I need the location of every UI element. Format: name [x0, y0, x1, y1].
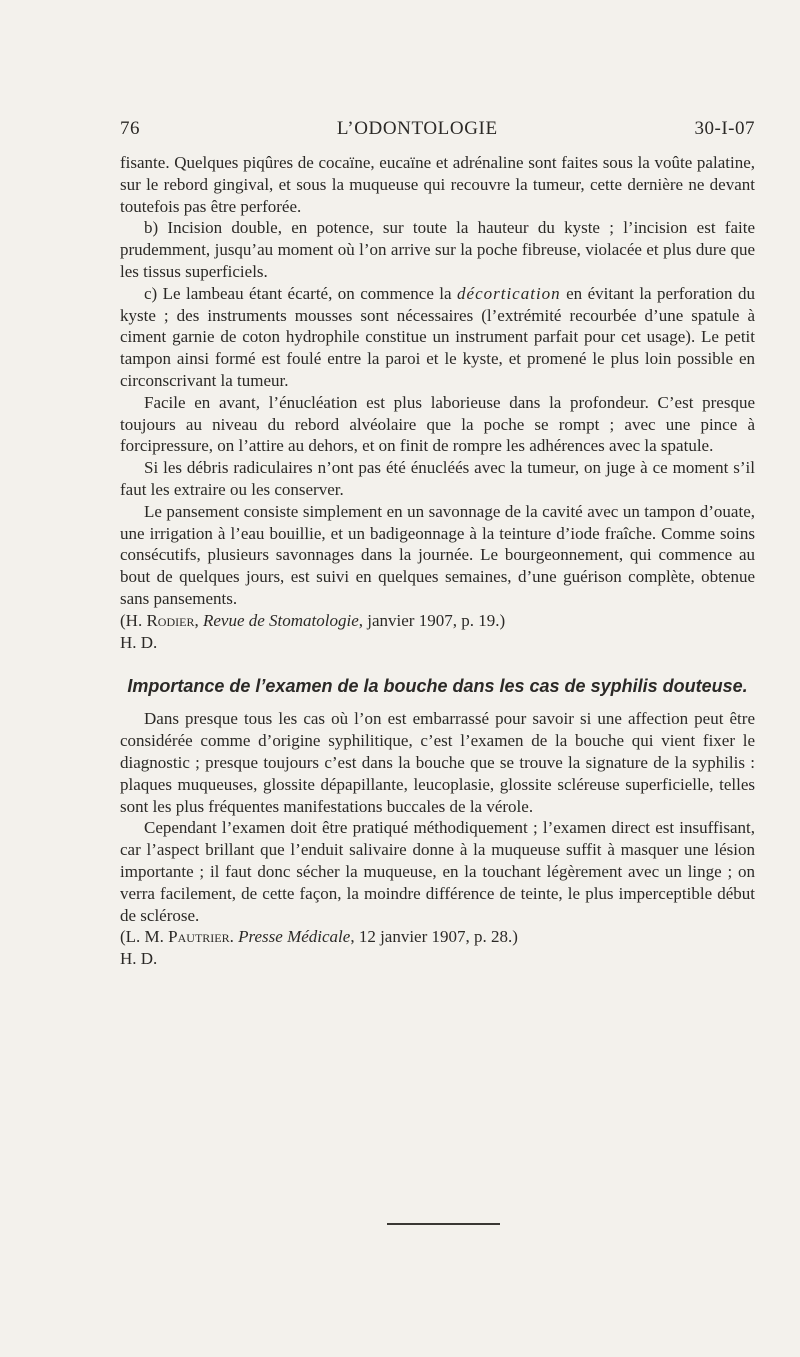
- citation-journal: Revue de Stomatologie: [202, 610, 359, 630]
- citation-journal: Presse Médicale: [238, 927, 351, 947]
- paragraph: Dans presque tous les cas où l’on est embarrassé pour savoir si une affection peut être considérée comme d’origine syphilitique, c’est l’examen de la bouche qui vient fixer le diagnostic ; presque toujours c’est dans la bouche que se trouve la signature de la syphilis : plaques muqueuses, glossite dépapillante, leucoplasie, glossite scléreuse superficielle, telles sont les plus fréquentes manifestations buccales de la vérole.: [120, 709, 755, 816]
- author-initials: H. D.: [120, 632, 158, 652]
- paragraph: Cependant l’examen doit être pratiqué méthodiquement ; l’examen direct est insuffisant, car l’aspect brillant que l’enduit salivaire donne à la muqueuse suffit à masquer une lésion importante ; il faut donc sécher la muqueuse, en la touchant légèrement avec un linge ; on verra facilement, de cette façon, la moindre différence de teinte, le plus imperceptible début de sclérose.: [120, 818, 755, 925]
- citation-open: (L. M.: [120, 927, 169, 947]
- citation-details: , 12 janvier 1907, p. 28.): [350, 927, 518, 947]
- emphasis-term: décortication: [457, 283, 561, 303]
- paragraph: Le pansement consiste simplement en un savonnage de la cavité avec un tampon d’ouate, une irrigation à l’eau bouillie, et un badigeonnage à la teinture d’iode fraîche. Comme soins consécutifs, plusieurs savonnages dans la journée. Le bourgeonnement, qui commence au bout de quelques jours, est suivi en quelques semaines, d’une guérison complète, obtenue sans pansements.: [120, 501, 755, 608]
- citation-author: Rodier: [146, 610, 195, 630]
- citation-separator: .: [229, 927, 239, 947]
- page: [120, 118, 755, 970]
- paragraph: fisante. Quelques piqûres de cocaïne, eucaïne et adrénaline sont faites sous la voûte palatine, sur le rebord gingival, et sous la muqueuse qui recouvre la tumeur, cette dernière ne devant toutefois pas être perforée.: [120, 153, 755, 216]
- page-number: 76: [120, 118, 140, 139]
- issue-date: 30-I-07: [694, 118, 755, 139]
- citation-details: , janvier 1907, p. 19.): [358, 610, 506, 630]
- page-header: [120, 118, 755, 140]
- citation: [120, 926, 755, 948]
- article-syphilis: [120, 708, 755, 970]
- citation: [120, 610, 755, 632]
- paragraph: b) Incision double, en potence, sur toute la hauteur du kyste ; l’incision est faite prudemment, jusqu’au moment où l’on arrive sur la poche fibreuse, violacée et plus dure que les tissus superficiels.: [120, 218, 755, 281]
- running-title: L’ODONTOLOGIE: [336, 118, 498, 139]
- text-run: en évitant la perforation du kyste ; des instruments mousses sont nécessaires (l’extrémité recourbée d’une spatule à ciment garnie de coton hydrophile constitue un instrument parfait pour cet usage). Le petit tampon ainsi formé est foulé entre la paroi et le kyste, et promené le plus loin possible en circonscrivant la tumeur.: [120, 283, 755, 390]
- paragraph: [120, 283, 755, 392]
- author-initials: H. D.: [120, 949, 158, 969]
- citation-open: (H.: [120, 610, 147, 630]
- paragraph: Si les débris radiculaires n’ont pas été énucléés avec la tumeur, on juge à ce moment s’il faut les extraire ou les conserver.: [120, 458, 755, 499]
- article-kyste: [120, 152, 755, 653]
- end-rule: [387, 1223, 500, 1225]
- citation-separator: ,: [194, 610, 203, 630]
- text-run: c) Le lambeau étant écarté, on commence la: [144, 283, 458, 303]
- citation-author: Pautrier: [168, 927, 230, 947]
- paragraph: Facile en avant, l’énucléation est plus laborieuse dans la profondeur. C’est presque toujours au niveau du rebord alvéolaire que la poche se rompt ; avec une pince à forcipressure, on l’attire au dehors, et on finit de rompre les adhérences avec la spatule.: [120, 392, 755, 456]
- section-title: Importance de l’examen de la bouche dans les cas de syphilis douteuse.: [127, 676, 748, 697]
